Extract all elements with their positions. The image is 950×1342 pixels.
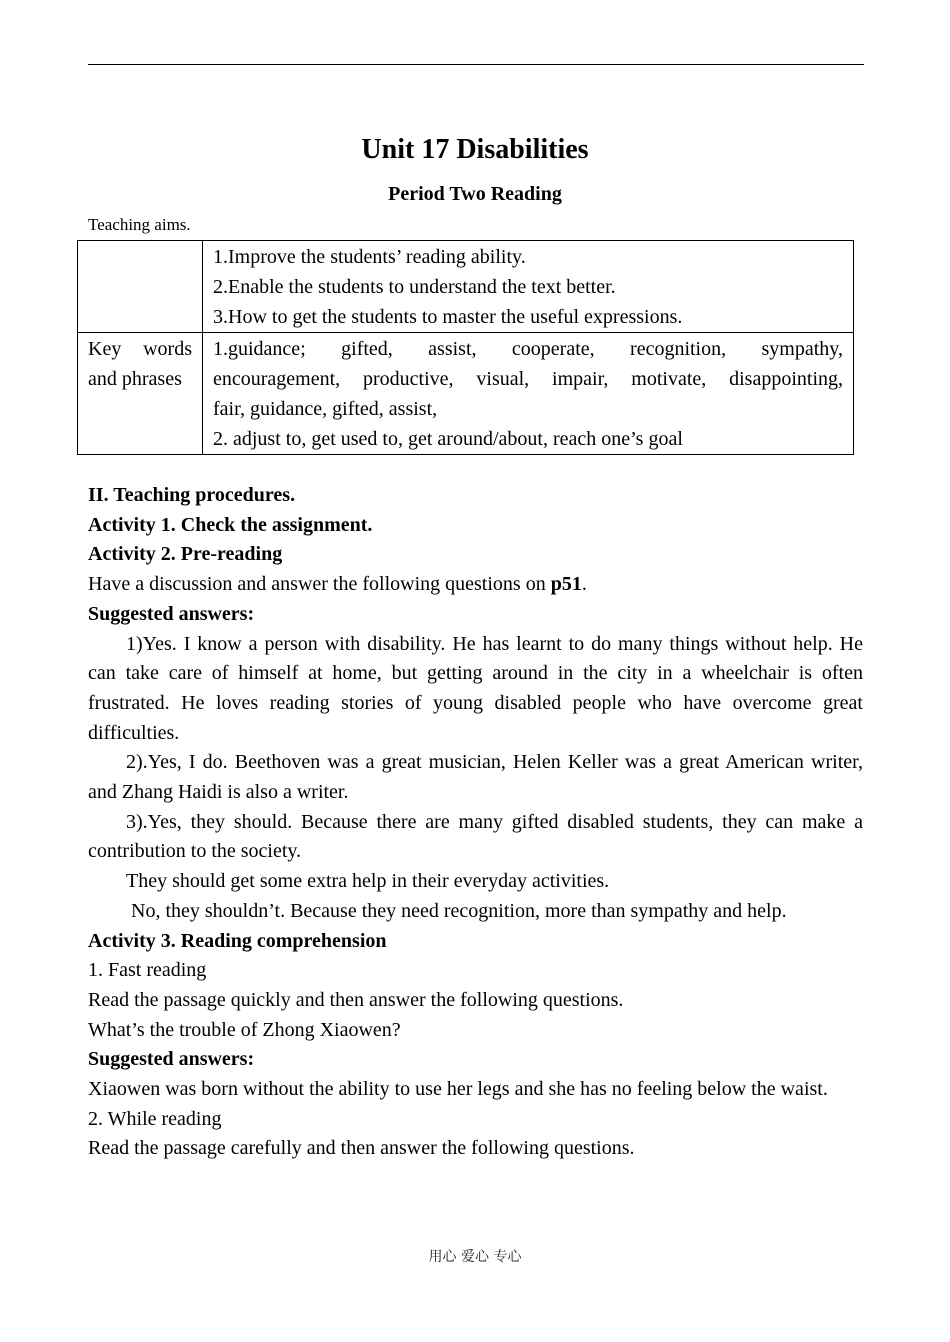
aim-item: 3.How to get the students to master the useful expressions. [213,306,683,328]
while-reading-instruction: Read the passage carefully and then answer the following questions. [88,1137,635,1160]
discussion-page-ref: p51 [550,573,582,596]
answer-paragraph: 1)Yes. I know a person with disability. He has learnt to do many things without help. He can take care of himself at home, but getting around in the city in a wheelchair is often frustrated. He loves reading stories of young disabled people who have overcome great difficulties. [88,632,863,744]
teaching-aims-label: Teaching aims. [88,215,191,234]
discussion-end: . [581,573,587,596]
fast-reading-answer: Xiaowen was born without the ability to use her legs and she has no feeling below the waist. [88,1078,828,1101]
keywords-line: encouragement, productive, visual, impair, motivate, disappointing, [213,368,843,390]
aims-content-cell [203,241,854,333]
discussion-instruction [88,570,863,600]
aims-label-cell [78,241,203,333]
fast-reading-question: What’s the trouble of Zhong Xiaowen? [88,1018,401,1041]
phrases-line: 2. adjust to, get used to, get around/about, reach one’s goal [213,428,683,450]
table-row [78,241,854,333]
answer-paragraph: 2).Yes, I do. Beethoven was a great musician, Helen Keller was a great American writer, and Zhang Haidi is also a writer. [88,751,863,804]
page-title: Unit 17 Disabilities [361,134,589,165]
aim-item: 2.Enable the students to understand the text better. [213,276,616,298]
discussion-text: Have a discussion and answer the following questions on [88,573,551,596]
page-footer: 用心 爱心 专心 [428,1249,522,1265]
procedures-section [88,481,863,1164]
activity-1-heading: Activity 1. Check the assignment. [88,513,373,536]
aim-item: 1.Improve the students’ reading ability. [213,246,526,268]
table-row [78,333,854,455]
keywords-line: 1.guidance; gifted, assist, cooperate, recognition, sympathy, [213,338,843,360]
fast-reading-heading: 1. Fast reading [88,959,207,982]
header-rule [88,64,864,65]
teaching-aims-table [77,240,854,455]
while-reading-heading: 2. While reading [88,1107,222,1130]
activity-3-heading: Activity 3. Reading comprehension [88,929,387,952]
fast-reading-instruction: Read the passage quickly and then answer the following questions. [88,988,624,1011]
keywords-line: fair, guidance, gifted, assist, [213,398,438,420]
key-words-label-cell: Key words and phrases [78,333,203,455]
page-subtitle: Period Two Reading [388,183,562,205]
procedures-heading: II. Teaching procedures. [88,484,296,506]
answer-paragraph: 3).Yes, they should. Because there are many gifted disabled students, they can make a contribution to the society. [88,810,863,863]
answer-paragraph: They should get some extra help in their everyday activities. [126,870,610,893]
suggested-answers-label: Suggested answers: [88,1048,255,1071]
key-words-content-cell [203,333,854,455]
suggested-answers-label: Suggested answers: [88,602,255,625]
answer-paragraph: No, they shouldn’t. Because they need recognition, more than sympathy and help. [131,899,787,922]
activity-2-heading: Activity 2. Pre-reading [88,543,283,566]
